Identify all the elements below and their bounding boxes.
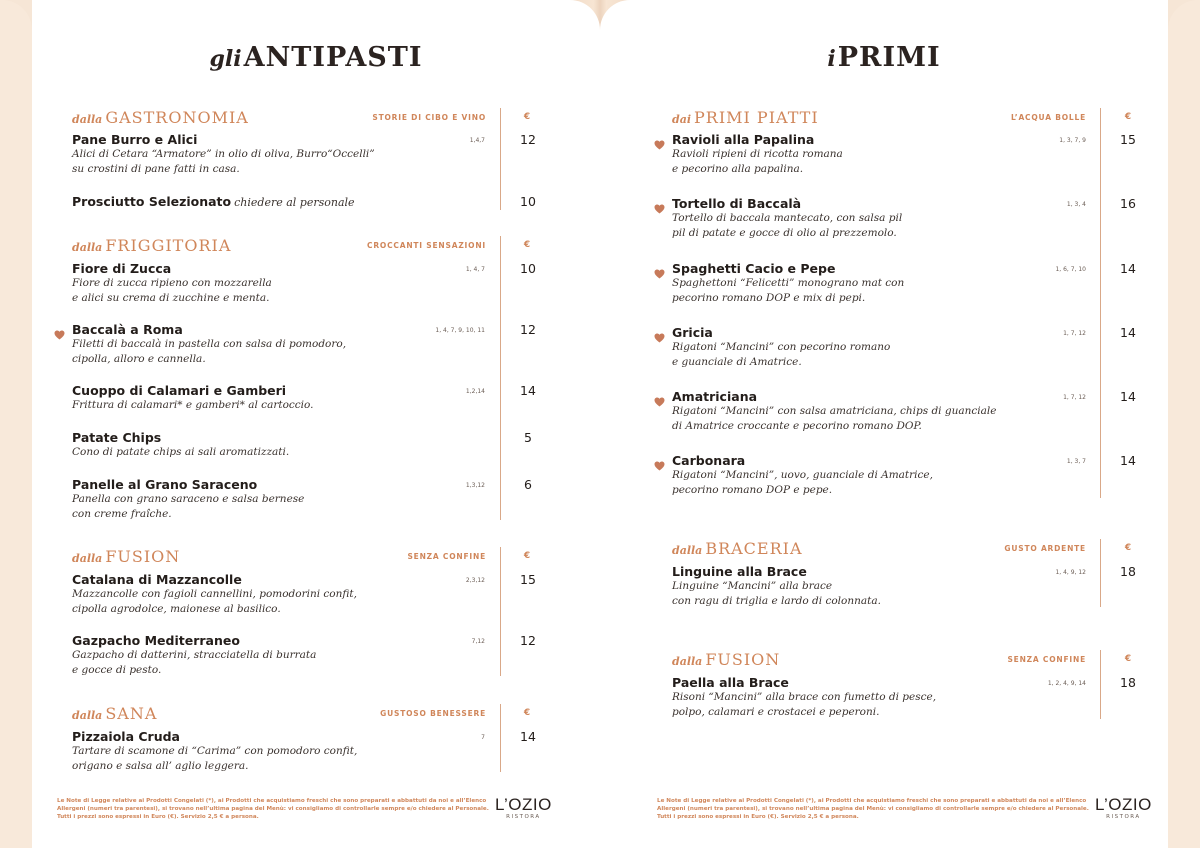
right-edge-panel: [1168, 0, 1200, 848]
section-title-main: FUSION: [105, 547, 181, 566]
allergen-codes: 1,4,7: [469, 137, 485, 144]
menu-item-price: 10: [520, 194, 536, 209]
menu-item-title: Panelle al Grano Saraceno: [72, 477, 258, 492]
menu-item-description: con creme fraîche.: [72, 507, 172, 520]
section-title-prefix: dalla: [672, 655, 703, 668]
menu-item: [72, 633, 316, 677]
menu-item-name: [72, 194, 355, 209]
menu-item-price: 18: [1120, 564, 1136, 579]
menu-item-title: Baccalà a Roma: [72, 322, 183, 337]
currency-label: €: [523, 112, 531, 122]
section-header: [672, 539, 1141, 559]
heart-icon: [654, 199, 665, 209]
allergen-codes: 2,3,12: [465, 577, 485, 584]
heart-icon: [654, 264, 665, 274]
allergen-codes: 1,3,12: [465, 482, 485, 489]
menu-item-name: [72, 261, 272, 276]
menu-item-name: [72, 132, 375, 147]
section-title: [72, 236, 231, 255]
column-divider: [500, 704, 501, 772]
section-header: [672, 108, 1141, 128]
section-subtitle: L’ACQUA BOLLE: [1010, 113, 1086, 122]
menu-page-primi: [600, 0, 1168, 848]
menu-item-description: Panella con grano saraceno e salsa bernese: [72, 493, 305, 505]
brand-logo: [495, 795, 552, 820]
section-subtitle: STORIE DI CIBO E VINO: [372, 113, 486, 122]
column-divider: [1100, 108, 1101, 498]
section-title-prefix: dalla: [72, 241, 103, 254]
legal-footer-note: Le Note di Legge relative ai Prodotti Congelati (*), ai Prodotti che acquistiamo freschi che sono preparati e abbattuti da noi e all’Elenco Allergeni (numeri tra parentesi), si trovano nell’ultima pagina del Menù: vi consigliamo di controllarle sempre e/o chiedere al Personale. Tutti i prezzi sono espressi in Euro (€). Servizio 2,5 € a persona.: [657, 798, 1089, 820]
menu-item-description: Cono di patate chips ai sali aromatizzati.: [72, 446, 290, 458]
menu-item-title: Tortello di Baccalà: [672, 196, 802, 211]
heart-icon: [654, 328, 665, 338]
menu-item-description: e alici su crema di zucchine e menta.: [72, 291, 270, 304]
menu-item-price: 10: [520, 261, 536, 276]
menu-item-description: e guanciale di Amatrice.: [672, 355, 802, 368]
menu-item-description: Ravioli ripieni di ricotta romana: [672, 148, 843, 160]
menu-item-description: origano e salsa all’ aglio leggera.: [72, 759, 249, 772]
section-subtitle: SENZA CONFINE: [407, 552, 486, 561]
allergen-codes: 1, 7, 12: [1063, 330, 1086, 337]
menu-item-price: 14: [1120, 261, 1136, 276]
menu-item: [72, 261, 272, 305]
menu-item: [672, 132, 843, 176]
menu-item-description: con ragu di triglia e lardo di colonnata.: [672, 594, 881, 607]
menu-item-note: chiedere al personale: [234, 196, 355, 209]
menu-item-description: Rigatoni “Mancini” con pecorino romano: [672, 341, 891, 353]
section-title-prefix: dalla: [672, 544, 703, 557]
menu-item-title: Amatriciana: [672, 389, 758, 404]
menu-item-title: Carbonara: [672, 453, 746, 468]
allergen-codes: 1, 2, 4, 9, 14: [1047, 680, 1086, 687]
allergen-codes: 1, 6, 7, 10: [1055, 266, 1086, 273]
menu-item-title: Fiore di Zucca: [72, 261, 172, 276]
menu-item: [72, 383, 313, 413]
menu-item-price: 18: [1120, 675, 1136, 690]
menu-item-description: pecorino romano DOP e pepe.: [672, 483, 833, 496]
allergen-codes: 1,2,14: [465, 388, 485, 395]
currency-label: €: [523, 708, 531, 718]
menu-item-name: [672, 675, 936, 690]
menu-item-description: pil di patate e gocce di olio al prezzemolo.: [672, 226, 897, 239]
menu-item-name: [72, 477, 304, 492]
menu-item-name: [672, 564, 881, 579]
allergen-codes: 1, 4, 7, 9, 10, 11: [435, 327, 485, 334]
menu-item: [672, 261, 904, 305]
menu-item-description: e pecorino alla papalina.: [672, 162, 804, 175]
menu-item: [672, 675, 936, 719]
menu-item-description: Alici di Cetara “Armatore” in olio di oliva, Burro“Occelli”: [72, 148, 375, 160]
page-title: [32, 42, 600, 73]
menu-item-title: Pizzaiola Cruda: [72, 729, 180, 744]
menu-item-description: Gazpacho di datterini, stracciatella di burrata: [72, 649, 317, 661]
menu-item-price: 15: [1120, 132, 1136, 147]
section-title: [672, 539, 803, 558]
menu-item-name: [72, 383, 313, 398]
heart-icon: [54, 325, 65, 335]
section-title-main: GASTRONOMIA: [105, 108, 249, 127]
menu-item-price: 12: [520, 633, 536, 648]
menu-item-description: Spaghettoni “Felicetti” monograno mat con: [672, 277, 905, 289]
menu-item-name: [72, 729, 357, 744]
menu-item-description: Fiore di zucca ripieno con mozzarella: [72, 277, 272, 289]
menu-item-name: [72, 572, 357, 587]
section-title-main: BRACERIA: [705, 539, 803, 558]
menu-item-price: 12: [520, 132, 536, 147]
menu-item-description: cipolla, alloro e cannella.: [72, 352, 206, 365]
menu-item-name: [72, 633, 316, 648]
column-divider: [1100, 650, 1101, 719]
menu-item-description: Tortello di baccala mantecato, con salsa pil: [672, 212, 903, 224]
section-subtitle: SENZA CONFINE: [1007, 655, 1086, 664]
menu-item-description: pecorino romano DOP e mix di pepi.: [672, 291, 866, 304]
allergen-codes: 1, 4, 7: [465, 266, 485, 273]
section-title: [72, 108, 249, 127]
menu-item-price: 6: [524, 477, 532, 492]
column-divider: [500, 236, 501, 520]
section-subtitle: GUSTO ARDENTE: [1004, 544, 1086, 553]
menu-item: [672, 325, 890, 369]
menu-item-title: Cuoppo di Calamari e Gamberi: [72, 383, 287, 398]
currency-label: €: [523, 551, 531, 561]
section-subtitle: CROCCANTI SENSAZIONI: [367, 241, 486, 250]
allergen-codes: 1, 4, 9, 12: [1055, 569, 1086, 576]
menu-item: [72, 430, 289, 460]
menu-item: [72, 194, 355, 209]
menu-item-name: [672, 261, 904, 276]
allergen-codes: 7: [481, 734, 485, 741]
menu-item-description: di Amatrice croccante e pecorino romano DOP.: [672, 419, 922, 432]
menu-item-price: 12: [520, 322, 536, 337]
heart-icon: [654, 456, 665, 466]
column-divider: [1100, 539, 1101, 607]
column-divider: [500, 108, 501, 210]
menu-page-antipasti: [32, 0, 600, 848]
menu-item-price: 14: [520, 729, 536, 744]
section-title-main: PRIMI PIATTI: [694, 108, 819, 127]
menu-item-title: Paella alla Brace: [672, 675, 789, 690]
menu-item-price: 14: [1120, 453, 1136, 468]
menu-item-title: Spaghetti Cacio e Pepe: [672, 261, 836, 276]
menu-item-price: 14: [520, 383, 536, 398]
menu-item: [72, 132, 375, 176]
section-title-prefix: dai: [672, 113, 691, 126]
section-title: [72, 547, 180, 566]
section-title-prefix: dalla: [72, 113, 103, 126]
menu-item: [672, 389, 996, 433]
brand-logo-subtitle: RISTORA: [1106, 814, 1141, 820]
menu-item-title: Catalana di Mazzancolle: [72, 572, 242, 587]
section-title-main: FUSION: [705, 650, 781, 669]
allergen-codes: 1, 3, 7, 9: [1059, 137, 1086, 144]
brand-logo-subtitle: RISTORA: [506, 814, 541, 820]
menu-item-description: Filetti di baccalà in pastella con salsa di pomodoro,: [72, 338, 347, 350]
section-title-prefix: dalla: [72, 709, 103, 722]
menu-item-name: [672, 196, 902, 211]
menu-item-description: polpo, calamari e crostacei e peperoni.: [672, 705, 880, 718]
heart-icon: [654, 135, 665, 145]
menu-item-description: Risoni “Mancini” alla brace con fumetto di pesce,: [672, 691, 937, 703]
allergen-codes: 1, 3, 7: [1066, 458, 1086, 465]
brand-logo-name: L’OZIO: [495, 795, 552, 814]
menu-item-description: Linguine “Mancini” alla brace: [672, 580, 833, 592]
menu-item-description: Frittura di calamari* e gamberi* al cartoccio.: [72, 399, 314, 411]
currency-label: €: [1124, 543, 1132, 553]
allergen-codes: 7,12: [471, 638, 485, 645]
left-edge-panel: [0, 0, 32, 848]
section-subtitle: GUSTOSO BENESSERE: [380, 709, 486, 718]
legal-footer-note: Le Note di Legge relative ai Prodotti Congelati (*), ai Prodotti che acquistiamo freschi che sono preparati e abbattuti da noi e all’Elenco Allergeni (numeri tra parentesi), si trovano nell’ultima pagina del Menù: vi consigliamo di controllarle sempre e/o chiedere al Personale. Tutti i prezzi sono espressi in Euro (€). Servizio 2,5 € a persona.: [57, 798, 489, 820]
menu-item-price: 16: [1120, 196, 1136, 211]
menu-item: [672, 453, 933, 497]
section-header: [72, 704, 540, 724]
menu-item: [72, 477, 304, 521]
menu-item-title: Gazpacho Mediterraneo: [72, 633, 240, 648]
menu-item-title: Gricia: [672, 325, 713, 340]
menu-item-name: [672, 132, 843, 147]
menu-item-title: Prosciutto Selezionato: [72, 194, 232, 209]
brand-logo-name: L’OZIO: [1095, 795, 1152, 814]
menu-item-price: 5: [524, 430, 532, 445]
allergen-codes: 1, 7, 12: [1063, 394, 1086, 401]
section-title-prefix: dalla: [72, 552, 103, 565]
menu-item: [672, 564, 881, 608]
menu-item-name: [72, 430, 289, 445]
menu-item-name: [672, 325, 890, 340]
column-divider: [500, 547, 501, 676]
section-header: [72, 108, 540, 128]
page-title-main: PRIMI: [837, 42, 941, 73]
brand-logo: [1095, 795, 1152, 820]
menu-item: [72, 572, 357, 616]
allergen-codes: 1, 3, 4: [1066, 201, 1086, 208]
menu-item-name: [672, 453, 933, 468]
section-header: [72, 547, 540, 567]
menu-item-description: Tartare di scamone di “Carima” con pomodoro confit,: [72, 745, 358, 757]
menu-item: [72, 322, 346, 366]
section-title: [72, 704, 157, 723]
page-title-prefix: i: [827, 46, 836, 72]
menu-item-name: [72, 322, 346, 337]
menu-item-description: Mazzancolle con fagioli cannellini, pomodorini confit,: [72, 588, 357, 600]
menu-item-name: [672, 389, 996, 404]
menu-item-price: 14: [1120, 325, 1136, 340]
section-header: [72, 236, 540, 256]
section-title: [672, 650, 780, 669]
currency-label: €: [1124, 654, 1132, 664]
page-title-prefix: gli: [209, 46, 242, 72]
page-title: [600, 42, 1168, 73]
menu-item-description: cipolla agrodolce, maionese al basilico.: [72, 602, 281, 615]
currency-label: €: [1124, 112, 1132, 122]
menu-item-title: Linguine alla Brace: [672, 564, 807, 579]
section-title: [672, 108, 819, 127]
menu-item-description: su crostini di pane fatti in casa.: [72, 162, 240, 175]
heart-icon: [654, 392, 665, 402]
currency-label: €: [523, 240, 531, 250]
menu-item-description: Rigatoni “Mancini”, uovo, guanciale di Amatrice,: [672, 469, 933, 481]
menu-item-description: e gocce di pesto.: [72, 663, 162, 676]
menu-item-price: 15: [520, 572, 536, 587]
section-title-main: FRIGGITORIA: [105, 236, 232, 255]
page-title-main: ANTIPASTI: [243, 42, 423, 73]
menu-item-title: Ravioli alla Papalina: [672, 132, 815, 147]
menu-item-description: Rigatoni “Mancini” con salsa amatriciana, chips di guanciale: [672, 405, 997, 417]
menu-item-title: Patate Chips: [72, 430, 162, 445]
section-title-main: SANA: [105, 704, 158, 723]
menu-item-price: 14: [1120, 389, 1136, 404]
menu-item: [72, 729, 357, 773]
section-header: [672, 650, 1141, 670]
menu-item-title: Pane Burro e Alici: [72, 132, 198, 147]
menu-item: [672, 196, 902, 240]
